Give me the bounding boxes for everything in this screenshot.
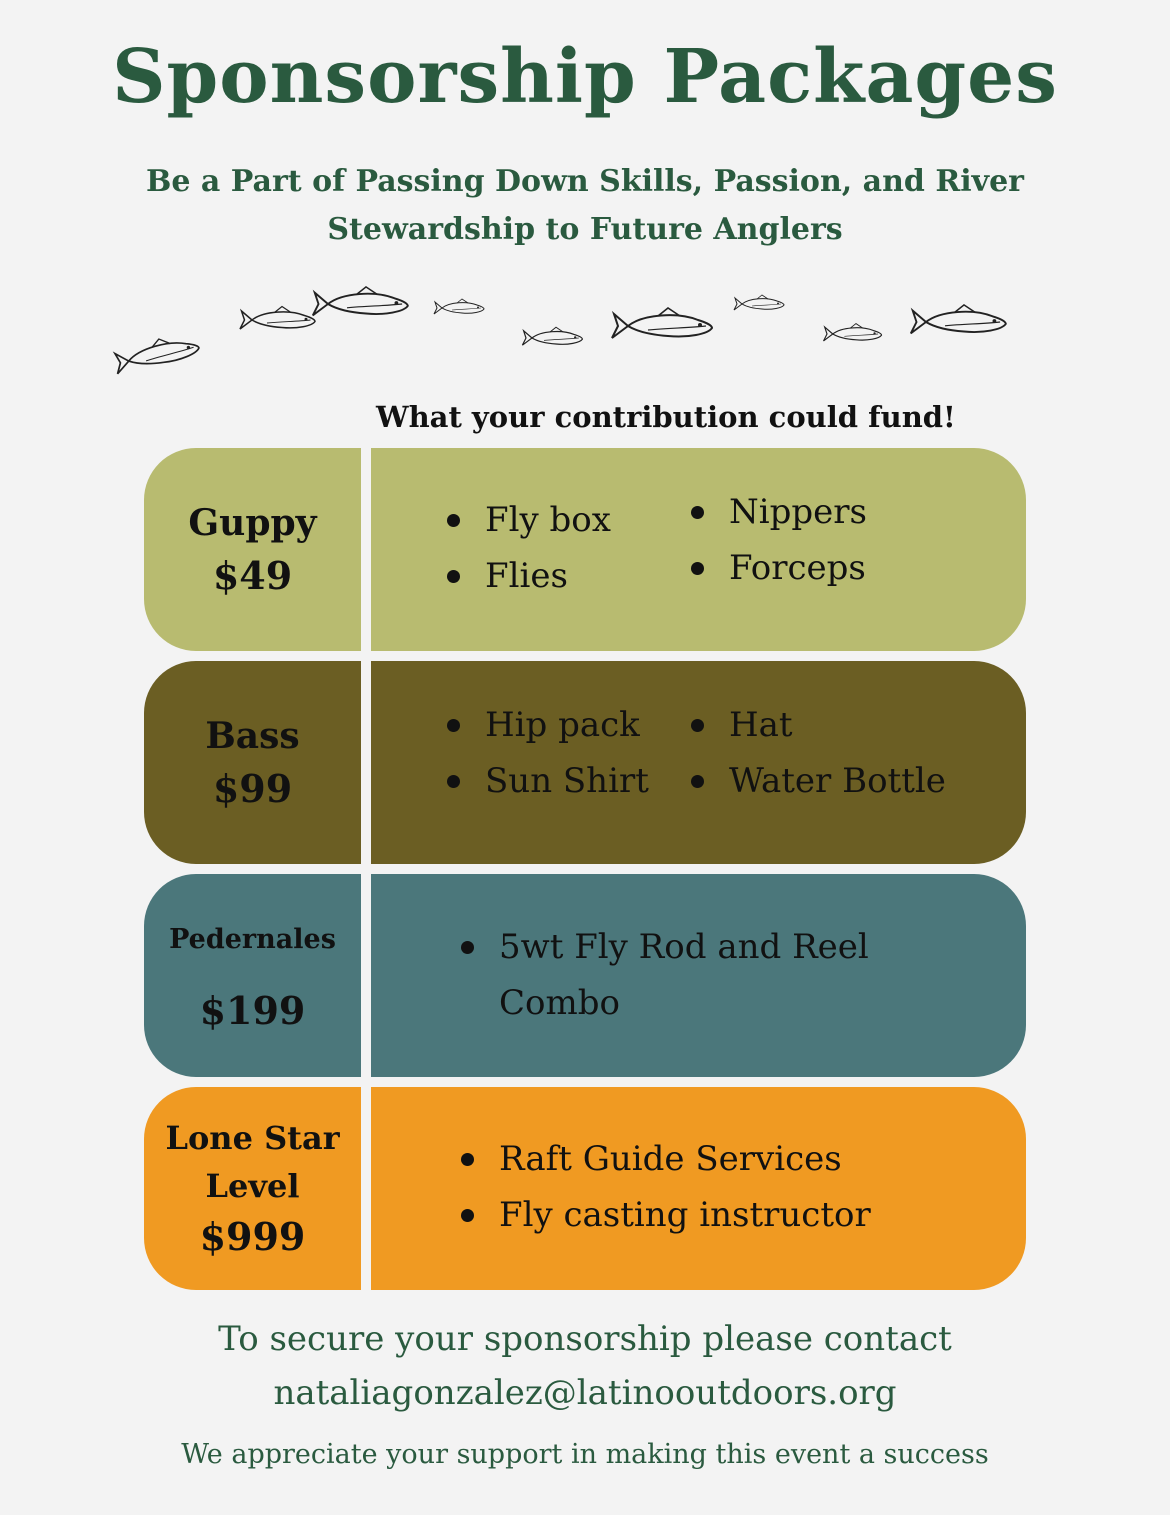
- thanks-note: We appreciate your support in making this event a success: [181, 1439, 989, 1470]
- fish-icon: [522, 327, 582, 345]
- item-list-right: [687, 697, 946, 809]
- contact-info: [0, 1312, 1170, 1420]
- list-item: Raft Guide Services: [457, 1131, 871, 1187]
- fish-icon: [911, 305, 1006, 334]
- subtitle: [85, 158, 1085, 254]
- tier-price: $999: [199, 1213, 306, 1259]
- tier-bass-label: [144, 661, 361, 864]
- item-list-left: [443, 492, 611, 604]
- item-list-right: [687, 484, 867, 596]
- list-item: Flies: [443, 548, 611, 604]
- subtitle-line-2: Stewardship to Future Anglers: [327, 212, 843, 247]
- fish-icon: [112, 331, 200, 374]
- tier-price: $99: [212, 765, 293, 811]
- fish-icon: [313, 287, 408, 316]
- page-title: Sponsorship Packages: [112, 34, 1058, 120]
- tier-guppy-items: [371, 448, 1026, 651]
- fish-icon: [240, 307, 315, 330]
- tier-pedernales-label: [144, 874, 361, 1077]
- tier-name-line-2: Level: [205, 1166, 300, 1205]
- list-item: Sun Shirt: [443, 753, 649, 809]
- list-item: Nippers: [687, 484, 867, 540]
- item-list-left: [443, 697, 649, 809]
- item-list: [457, 1131, 871, 1243]
- contact-line: To secure your sponsorship please contact: [218, 1319, 952, 1359]
- list-item: Hip pack: [443, 697, 649, 753]
- tier-pedernales-items: [371, 874, 1026, 1077]
- tier-price: $199: [199, 987, 306, 1033]
- tier-bass-items: [371, 661, 1026, 864]
- subtitle-line-1: Be a Part of Passing Down Skills, Passion, and River: [146, 164, 1024, 199]
- fish-decoration: [0, 270, 1170, 390]
- list-item: Fly box: [443, 492, 611, 548]
- item-list: [457, 919, 977, 1031]
- list-item: Fly casting instructor: [457, 1187, 871, 1243]
- tier-guppy-label: [144, 448, 361, 651]
- contact-email[interactable]: nataliagonzalez@latinooutdoors.org: [273, 1373, 897, 1413]
- list-item: Water Bottle: [687, 753, 946, 809]
- list-item: 5wt Fly Rod and Reel Combo: [457, 919, 977, 1031]
- tier-lone-star-label: [144, 1087, 361, 1290]
- tier-name: Bass: [205, 714, 300, 757]
- fund-heading: What your contribution could fund!: [376, 400, 956, 434]
- fish-icon: [824, 324, 882, 341]
- tier-name: Guppy: [188, 501, 317, 544]
- fish-icon: [612, 308, 712, 338]
- tier-name: Pedernales: [169, 923, 336, 955]
- fish-icon: [434, 299, 484, 314]
- list-item: Hat: [687, 697, 946, 753]
- list-item: Forceps: [687, 540, 867, 596]
- tier-price: $49: [212, 552, 293, 598]
- tier-lone-star-items: [371, 1087, 1026, 1290]
- tier-name-line-1: Lone Star: [165, 1118, 340, 1157]
- fish-icon: [734, 295, 784, 310]
